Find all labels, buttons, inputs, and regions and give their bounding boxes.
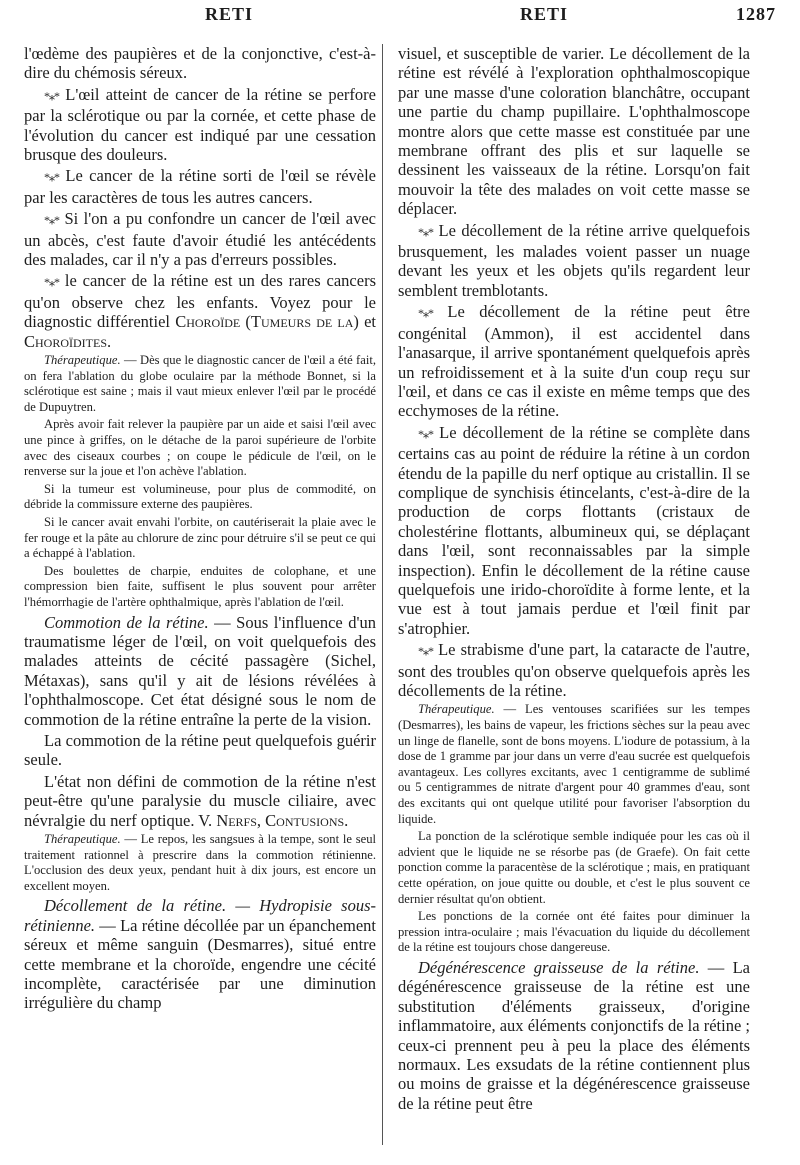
paragraph-text: — Le repos, les sangsues à la tempe, sont le seul traitement rationnel à prescrire dans la commotion rétinienne. L'occlusion des deux yeux, pendant huit à dix jours, est encore un excellent moyen. bbox=[24, 832, 376, 893]
section-paragraph bbox=[24, 896, 376, 1012]
therapy-paragraph bbox=[398, 702, 750, 827]
paragraph bbox=[24, 166, 376, 207]
paragraph-text: — Dès que le diagnostic cancer de l'œil a été fait, on fera l'ablation du globe oculaire par la méthode Bonnet, si la sclérotique est saine ; mais il vaut mieux enlever l'œil par le procédé de Dupuytren. bbox=[24, 353, 376, 414]
therapy-label: Thérapeutique. bbox=[44, 353, 121, 368]
paragraph bbox=[398, 44, 750, 219]
paragraph-text: Si l'on a pu confondre un cancer de l'œil avec un abcès, c'est faute d'avoir étudié les antécédents des malades, car il n'y a pas d'erreurs possibles. bbox=[24, 209, 376, 270]
section-title: Dégénérescence graisseuse de la rétine. bbox=[418, 957, 700, 977]
therapy-paragraph bbox=[398, 909, 750, 956]
asterism: *⁎* bbox=[418, 644, 433, 659]
paragraph-text: La ponction de la sclérotique semble indiquée pour les cas où il advient que le liquide ne se résorbe pas (de Graefe). On fait cette ponction comme la paracentèse de la sclérotique ; mais, en pratiquant cette opération, on joue quitte ou double, et c'est le plus souvent ce dernier résultat qu'on obtient. bbox=[398, 829, 750, 906]
therapy-paragraph bbox=[24, 353, 376, 415]
left-column bbox=[24, 44, 376, 1156]
therapy-paragraph bbox=[24, 482, 376, 513]
paragraph-text: Le strabisme d'une part, la cataracte de l'autre, sont des troubles qu'on observe quelquefois après les décollements de la rétine. bbox=[398, 640, 750, 700]
page-number: 1287 bbox=[736, 4, 776, 24]
paragraph-text: le cancer de la rétine est un des rares cancers qu'on observe chez les enfants. Voyez pour le diagnostic différentiel bbox=[24, 271, 376, 332]
paragraph-text: Les ponctions de la cornée ont été faites pour diminuer la pression intra-oculaire ; mais l'évacuation du liquide du décollement de la rétine est toujours chose dangereuse. bbox=[398, 909, 750, 955]
section-title: Décollement de la rétine. — Hydropisie sous-rétinienne. bbox=[24, 896, 376, 935]
section-paragraph bbox=[24, 613, 376, 729]
paragraph bbox=[398, 221, 750, 301]
paragraph bbox=[24, 44, 376, 83]
paragraph-text: — La rétine décollée par un épanchement séreux et même sanguin (Desmarres), situé entre cette membrane et la choroïde, engendre une cécité incomplète, caractérisée par une diminution irrégulière du champ bbox=[24, 915, 376, 1013]
therapy-label: Thérapeutique. bbox=[44, 832, 121, 847]
paragraph bbox=[24, 731, 376, 770]
paragraph-text: Le cancer de la rétine sorti de l'œil se révèle par les caractères de tous les autres cancers. bbox=[24, 166, 376, 207]
therapy-paragraph bbox=[398, 829, 750, 907]
paragraph-text: L'état non défini de commotion de la rétine n'est peut-être qu'une paralysie du muscle ciliaire, avec névralgie du nerf optique. V. bbox=[24, 771, 376, 830]
therapy-paragraph bbox=[24, 417, 376, 479]
therapy-paragraph bbox=[24, 832, 376, 894]
therapy-paragraph bbox=[24, 564, 376, 611]
section-paragraph bbox=[398, 958, 750, 1113]
column-divider bbox=[382, 44, 383, 1145]
paragraph bbox=[398, 302, 750, 420]
asterism: *⁎* bbox=[418, 426, 433, 441]
paragraph-text: l'œdème des paupières et de la conjonctive, c'est-à-dire du chémosis séreux. bbox=[24, 44, 376, 83]
asterism: *⁎* bbox=[418, 306, 433, 321]
paragraph-text: Après avoir fait relever la paupière par un aide et saisi l'œil avec une pince à griffes, on le détache de la paroi supérieure de l'orbite avec des ciseaux courbes ; on coupe le pédicule de l'œil, on le renverse sur la joue et l'on achève l'ablation. bbox=[24, 417, 376, 479]
asterism: *⁎* bbox=[44, 170, 59, 185]
paragraph bbox=[24, 209, 376, 269]
therapy-paragraph bbox=[24, 515, 376, 562]
paragraph-text: et bbox=[358, 312, 376, 332]
running-head-right: RETI bbox=[520, 4, 569, 24]
asterism: *⁎* bbox=[44, 275, 59, 290]
paragraph-text: Le décollement de la rétine arrive quelquefois brusquement, les malades voient passer un nuage devant les yeux et les objets qu'ils regardent leur semblent tremblotants. bbox=[398, 220, 750, 300]
paragraph bbox=[398, 640, 750, 700]
page-header bbox=[0, 0, 800, 38]
paragraph bbox=[398, 423, 750, 638]
paragraph-text: Si la tumeur est volumineuse, pour plus de commodité, on débride la commissure externe des paupières. bbox=[24, 481, 376, 512]
asterism: *⁎* bbox=[44, 88, 59, 103]
paragraph-text: Si le cancer avait envahi l'orbite, on cautériserait la plaie avec le fer rouge et la pâte au chlorure de zinc pour détruire s'il se peut ce qui a échappé à l'ablation. bbox=[24, 515, 376, 561]
paragraph bbox=[24, 271, 376, 351]
paragraph bbox=[24, 772, 376, 830]
paragraph-text: visuel, et susceptible de varier. Le décollement de la rétine est révélé à l'exploration ophthalmoscopique par une masse d'une coloration blanchâtre, occupant une partie du champ pupillaire. L'ophthalmoscope montre alors que cette masse est constituée par une membrane offrant des plis et sur laquelle se dessinent les vaisseaux de la rétine. Lorsqu'on fait mouvoir la tête des malades on voit cette masse se déplacer. bbox=[398, 44, 750, 219]
asterism: *⁎* bbox=[418, 224, 433, 239]
paragraph-text: Des boulettes de charpie, enduites de colophane, et une compression bien faite, suffisent le plus souvent pour arrêter l'hémorrhagie de l'artère ophthalmique, après l'ablation de l'œil. bbox=[24, 563, 376, 609]
asterism: *⁎* bbox=[44, 213, 59, 228]
section-title: Commotion de la rétine. bbox=[44, 612, 209, 632]
paragraph-text: La commotion de la rétine peut quelquefois guérir seule. bbox=[24, 731, 376, 770]
paragraph bbox=[24, 85, 376, 165]
cross-reference: Choroïdites. bbox=[24, 331, 112, 351]
paragraph-text: L'œil atteint de cancer de la rétine se perfore par la sclérotique ou par la cornée, et cette phase de l'évolution du cancer est indiqué par une cessation brusque des douleurs. bbox=[24, 84, 376, 165]
right-column bbox=[398, 44, 750, 1156]
cross-reference: Choroïde (Tumeurs de la) bbox=[175, 312, 359, 332]
cross-reference: Nerfs, Contusions. bbox=[216, 810, 349, 830]
paragraph-text: Le décollement de la rétine peut être congénital (Ammon), il est accidentel dans l'anasarque, il arrive spontanément quelquefois après un refroidissement et à la suite d'un coup reçu sur l'œil, et dans ce cas il existe en même temps que des ecchymoses de la rétine. bbox=[398, 302, 750, 421]
paragraph-text: — Les ventouses scarifiées sur les tempes (Desmarres), les bains de vapeur, les frictions sèches sur la peau avec un linge de flanelle, sont de bons moyens. L'iodure de potassium, à la dose de 1 gramme par jour dans un verre d'eau sucrée est quelquefois avantageux. Les collyres excitants, avec 1 centigramme de sublimé ou 5 centigrammes de nitrate d'argent pour 40 grammes d'eau, sont des excitants qui ont quelque utilité pour favoriser l'absorption du liquide. bbox=[398, 702, 750, 826]
paragraph-text: Le décollement de la rétine se complète dans certains cas au point de réduire la rétine à un cordon étendu de la papille du nerf optique au cristallin. Il se complique de synchisis étincelants, c'est-à-dire de la production de corps flottants (cristaux de cholestérine flottants, albumineux qui, se déplaçant dans l'œil, sont reconnaissables par la simple inspection). Enfin le décollement de la rétine cause quelquefois une irido-choroïdite à forme lente, et la vue est à tout jamais perdue et l'œil finit par s'atrophier. bbox=[398, 422, 750, 638]
therapy-label: Thérapeutique. bbox=[418, 702, 495, 717]
paragraph-text: — La dégénérescence graisseuse de la rétine est une substitution d'éléments graisseux, d'origine inflammatoire, aux éléments conjonctifs de la rétine ; ceux-ci prennent peu à peu la place des éléments normaux. Les exsudats de la rétine contiennent plus ou moins de graisse et la dégénérescence graisseuse de la rétine peut être bbox=[398, 957, 750, 1113]
paragraph-text: — Sous l'influence d'un traumatisme léger de l'œil, on voit quelquefois des malades atteints de cécité passagère (Sichel, Métaxas), sans qu'il y ait de lésions révélées à l'ophthalmoscope. Cet état désigné sous le nom de commotion de la rétine entraîne la perte de la vision. bbox=[24, 612, 376, 729]
running-head-left: RETI bbox=[205, 4, 254, 24]
